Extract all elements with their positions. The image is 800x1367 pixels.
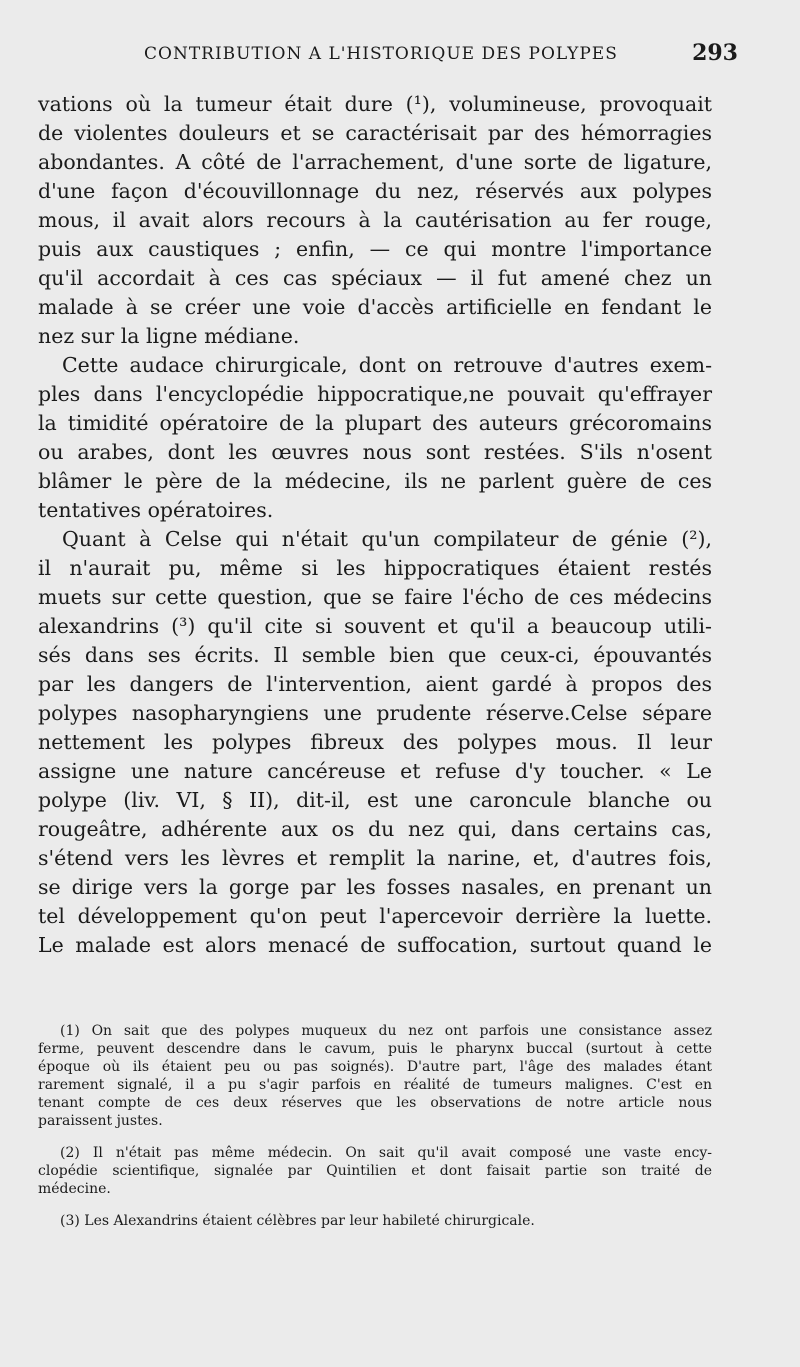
body-line: muets sur cette question, que se faire l'écho de ces médecins <box>38 585 712 609</box>
body-line: tel développement qu'on peut l'apercevoir derrière la luette. <box>38 904 712 928</box>
footnote-line: (2) Il n'était pas même médecin. On sait qu'il avait composé une vaste ency- <box>60 1145 712 1161</box>
body-line: nettement les polypes fibreux des polypes mous. Il leur <box>38 730 712 754</box>
body-line: par les dangers de l'intervention, aient gardé à propos des <box>38 672 712 696</box>
body-line: polype (liv. VI, § II), dit-il, est une caroncule blanche ou <box>38 788 712 812</box>
body-line: il n'aurait pu, même si les hippocratiques étaient restés <box>38 556 712 580</box>
body-line: ou arabes, dont les œuvres nous sont restées. S'ils n'osent <box>38 440 712 464</box>
footnote-line: (1) On sait que des polypes muqueux du nez ont parfois une consistance assez <box>60 1023 712 1039</box>
body-line: blâmer le père de la médecine, ils ne parlent guère de ces <box>38 469 712 493</box>
body-line: se dirige vers la gorge par les fosses nasales, en prenant un <box>38 875 712 899</box>
footnote-line: (3) Les Alexandrins étaient célèbres par leur habileté chirurgicale. <box>60 1213 535 1229</box>
body-line: nez sur la ligne médiane. <box>38 324 300 348</box>
body-line: la timidité opératoire de la plupart des auteurs grécoromains <box>38 411 712 435</box>
body-line: sés dans ses écrits. Il semble bien que ceux-ci, épouvantés <box>38 643 712 667</box>
body-line: d'une façon d'écouvillonnage du nez, réservés aux polypes <box>38 179 712 203</box>
footnote-gap <box>38 1198 712 1212</box>
body-line: puis aux caustiques ; enfin, — ce qui montre l'importance <box>38 237 712 261</box>
body-line: mous, il avait alors recours à la cautérisation au fer rouge, <box>38 208 712 232</box>
body-line: tentatives opératoires. <box>38 498 274 522</box>
body-line: s'étend vers les lèvres et remplit la narine, et, d'autres fois, <box>38 846 712 870</box>
body-line: polypes nasopharyngiens une prudente réserve.Celse sépare <box>38 701 712 725</box>
footnote-line: époque où ils étaient peu ou pas soignés). D'autre part, l'âge des malades étant <box>38 1059 712 1075</box>
running-head <box>0 40 800 70</box>
page-number: 293 <box>692 40 738 66</box>
body-text <box>38 90 712 960</box>
running-head-title: CONTRIBUTION A L'HISTORIQUE DES POLYPES <box>144 44 618 64</box>
body-line: Cette audace chirurgicale, dont on retrouve d'autres exem- <box>62 353 712 377</box>
footnotes <box>38 1022 712 1230</box>
body-line: de violentes douleurs et se caractérisait par des hémorragies <box>38 121 712 145</box>
body-line: abondantes. A côté de l'arrachement, d'une sorte de ligature, <box>38 150 712 174</box>
footnote-line: médecine. <box>38 1181 111 1197</box>
body-line: assigne une nature cancéreuse et refuse d'y toucher. « Le <box>38 759 712 783</box>
body-line: vations où la tumeur était dure (¹), volumineuse, provoquait <box>38 92 712 116</box>
footnote-line: clopédie scientifique, signalée par Quintilien et dont faisait partie son traité de <box>38 1163 712 1179</box>
footnote-line: tenant compte de ces deux réserves que les observations de notre article nous <box>38 1095 712 1111</box>
footnote-line: ferme, peuvent descendre dans le cavum, puis le pharynx buccal (surtout à cette <box>38 1041 712 1057</box>
body-line: Quant à Celse qui n'était qu'un compilateur de génie (²), <box>62 527 712 551</box>
body-line: rougeâtre, adhérente aux os du nez qui, dans certains cas, <box>38 817 712 841</box>
body-line: qu'il accordait à ces cas spéciaux — il fut amené chez un <box>38 266 712 290</box>
footnote-line: paraissent justes. <box>38 1113 163 1129</box>
body-line: alexandrins (³) qu'il cite si souvent et qu'il a beaucoup utili- <box>38 614 712 638</box>
footnote-gap <box>38 1130 712 1144</box>
body-line: malade à se créer une voie d'accès artificielle en fendant le <box>38 295 712 319</box>
body-line: Le malade est alors menacé de suffocation, surtout quand le <box>38 933 712 957</box>
footnote-line: rarement signalé, il a pu s'agir parfois en réalité de tumeurs malignes. C'est en <box>38 1077 712 1093</box>
body-line: ples dans l'encyclopédie hippocratique,ne pouvait qu'effrayer <box>38 382 712 406</box>
